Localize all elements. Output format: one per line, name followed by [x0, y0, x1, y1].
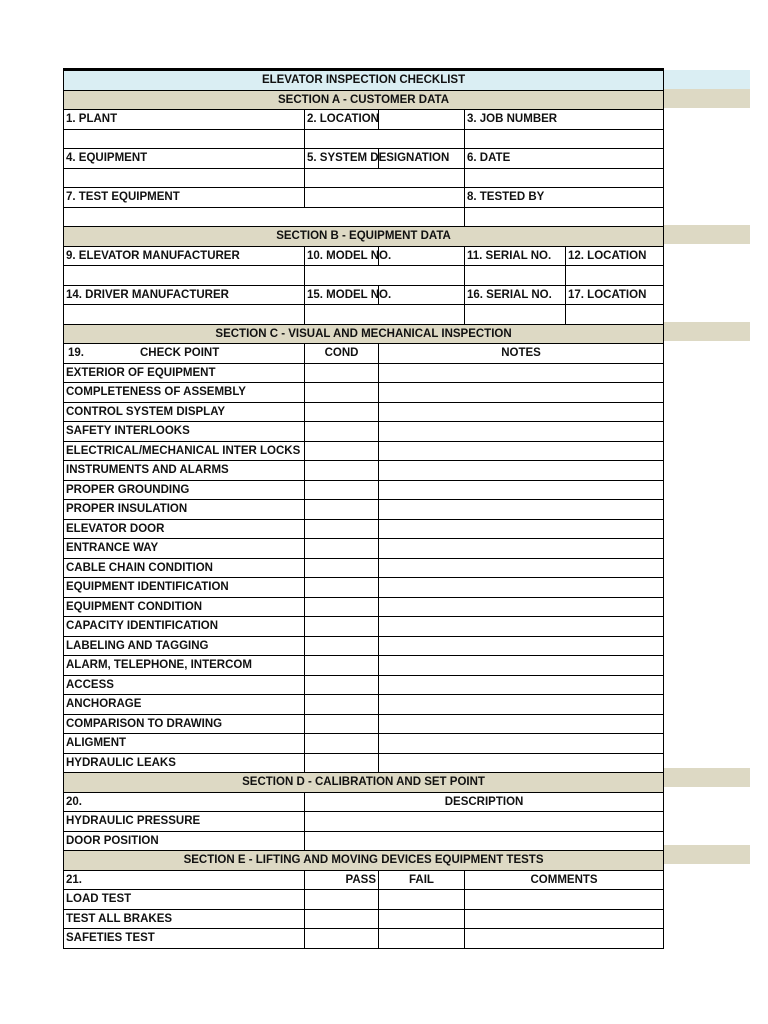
- check-point-label: HYDRAULIC LEAKS: [64, 753, 305, 773]
- pass-cell[interactable]: [305, 909, 379, 929]
- elevator-manufacturer-value[interactable]: [64, 266, 305, 286]
- date-value[interactable]: [465, 168, 664, 188]
- tested-by-label: 8. TESTED BY: [465, 188, 664, 208]
- section-c-items: [64, 363, 664, 773]
- system-designation-value-2[interactable]: [305, 168, 465, 188]
- title-band-extension: [663, 70, 750, 89]
- test-equipment-value-2[interactable]: [64, 207, 465, 227]
- equipment-value[interactable]: [64, 168, 305, 188]
- table-row: [64, 363, 664, 383]
- section-a-row-2: [64, 149, 664, 169]
- check-point-label: PROPER GROUNDING: [64, 480, 305, 500]
- notes-cell[interactable]: [379, 441, 664, 461]
- model-no-2-label: 15. MODEL NO.: [305, 285, 379, 305]
- check-point-label: CONTROL SYSTEM DISPLAY: [64, 402, 305, 422]
- serial-no-1-value[interactable]: [465, 266, 566, 286]
- table-row: [64, 909, 664, 929]
- table-row: [64, 636, 664, 656]
- comments-column-label: COMMENTS: [465, 870, 664, 890]
- notes-cell[interactable]: [379, 500, 664, 520]
- serial-no-2-value[interactable]: [465, 305, 566, 325]
- title-row: [64, 70, 664, 91]
- notes-cell[interactable]: [379, 422, 664, 442]
- notes-cell[interactable]: [379, 734, 664, 754]
- notes-cell[interactable]: [379, 675, 664, 695]
- section-e-num: 21.: [64, 870, 305, 890]
- model-no-2-value[interactable]: [379, 285, 465, 305]
- section-a-header: [64, 90, 664, 110]
- table-row: [64, 558, 664, 578]
- check-point-header: [64, 344, 305, 364]
- section-a-row-1: [64, 110, 664, 130]
- table-row: [64, 422, 664, 442]
- table-row: [64, 480, 664, 500]
- notes-cell[interactable]: [379, 714, 664, 734]
- test-label: LOAD TEST: [64, 890, 305, 910]
- notes-column-label: NOTES: [379, 344, 664, 364]
- table-row: [64, 675, 664, 695]
- cond-column-label: COND: [305, 344, 379, 364]
- job-number-label: 3. JOB NUMBER: [465, 110, 664, 130]
- fail-cell[interactable]: [379, 909, 465, 929]
- plant-value[interactable]: [64, 129, 305, 149]
- page-title: ELEVATOR INSPECTION CHECKLIST: [64, 70, 664, 91]
- section-b-row-1: [64, 246, 664, 266]
- test-equipment-label: 7. TEST EQUIPMENT: [64, 188, 305, 208]
- table-row: [64, 734, 664, 754]
- notes-cell[interactable]: [379, 363, 664, 383]
- pass-cell[interactable]: [305, 890, 379, 910]
- fail-cell[interactable]: [379, 929, 465, 949]
- section-d-items: [64, 812, 664, 851]
- pass-column-label: PASS: [305, 870, 379, 890]
- comments-cell[interactable]: [465, 890, 664, 910]
- check-point-column-label: CHECK POINT: [140, 347, 220, 360]
- location-1-value[interactable]: [566, 266, 664, 286]
- table-row: [64, 831, 664, 851]
- table-row: [64, 812, 664, 832]
- cond-cell[interactable]: [305, 734, 379, 754]
- pass-cell[interactable]: [305, 929, 379, 949]
- cond-cell[interactable]: [305, 578, 379, 598]
- section-c-column-header: [64, 344, 664, 364]
- section-e-column-header: [64, 870, 664, 890]
- section-d-header: [64, 773, 664, 793]
- table-row: [64, 617, 664, 637]
- cond-cell[interactable]: [305, 402, 379, 422]
- notes-cell[interactable]: [379, 383, 664, 403]
- check-point-label: ELEVATOR DOOR: [64, 519, 305, 539]
- notes-cell[interactable]: [379, 578, 664, 598]
- section-c-num: 19.: [68, 347, 84, 360]
- cond-cell[interactable]: [305, 656, 379, 676]
- section-c-heading: SECTION C - VISUAL AND MECHANICAL INSPECTION: [64, 324, 664, 344]
- section-b-header: [64, 227, 664, 247]
- calibration-label: HYDRAULIC PRESSURE: [64, 812, 305, 832]
- section-e-heading: SECTION E - LIFTING AND MOVING DEVICES EQUIPMENT TESTS: [64, 851, 664, 871]
- section-a-row-2-values: [64, 168, 664, 188]
- cond-cell[interactable]: [305, 383, 379, 403]
- fail-cell[interactable]: [379, 890, 465, 910]
- section-e-header: [64, 851, 664, 871]
- check-point-label: COMPLETENESS OF ASSEMBLY: [64, 383, 305, 403]
- model-no-1-value[interactable]: [379, 246, 465, 266]
- section-e-items: [64, 890, 664, 949]
- cond-cell[interactable]: [305, 597, 379, 617]
- cond-cell[interactable]: [305, 714, 379, 734]
- section-a-row-3-values: [64, 207, 664, 227]
- model-no-1-label: 10. MODEL NO.: [305, 246, 379, 266]
- table-row: [64, 753, 664, 773]
- driver-manufacturer-label: 14. DRIVER MANUFACTURER: [64, 285, 305, 305]
- cond-cell[interactable]: [305, 675, 379, 695]
- cond-cell[interactable]: [305, 539, 379, 559]
- cond-cell[interactable]: [305, 500, 379, 520]
- table-row: [64, 714, 664, 734]
- cond-cell[interactable]: [305, 636, 379, 656]
- section-b-row-1-values: [64, 266, 664, 286]
- section-b-row-2: [64, 285, 664, 305]
- cond-cell[interactable]: [305, 558, 379, 578]
- model-no-1-value-2[interactable]: [305, 266, 465, 286]
- location-2-label: 17. LOCATION: [566, 285, 664, 305]
- table-row: [64, 383, 664, 403]
- section-c-band-extension: [663, 322, 750, 341]
- check-point-label: COMPARISON TO DRAWING: [64, 714, 305, 734]
- checklist-table: [63, 68, 664, 949]
- inspection-checklist-sheet: [63, 68, 663, 949]
- table-row: [64, 500, 664, 520]
- date-label: 6. DATE: [465, 149, 664, 169]
- check-point-label: ALIGMENT: [64, 734, 305, 754]
- calibration-label: DOOR POSITION: [64, 831, 305, 851]
- check-point-label: PROPER INSULATION: [64, 500, 305, 520]
- check-point-label: SAFETY INTERLOOKS: [64, 422, 305, 442]
- check-point-label: ENTRANCE WAY: [64, 539, 305, 559]
- check-point-label: ALARM, TELEPHONE, INTERCOM: [64, 656, 305, 676]
- section-c-header: [64, 324, 664, 344]
- notes-cell[interactable]: [379, 636, 664, 656]
- table-row: [64, 539, 664, 559]
- check-point-label: CABLE CHAIN CONDITION: [64, 558, 305, 578]
- notes-cell[interactable]: [379, 461, 664, 481]
- notes-cell[interactable]: [379, 597, 664, 617]
- section-b-heading: SECTION B - EQUIPMENT DATA: [64, 227, 664, 247]
- cond-cell[interactable]: [305, 480, 379, 500]
- serial-no-2-label: 16. SERIAL NO.: [465, 285, 566, 305]
- section-b-row-2-values: [64, 305, 664, 325]
- table-row: [64, 441, 664, 461]
- model-no-2-value-2[interactable]: [305, 305, 465, 325]
- description-column-label: DESCRIPTION: [305, 792, 664, 812]
- test-equipment-value[interactable]: [305, 188, 465, 208]
- location-label: 2. LOCATION: [305, 110, 379, 130]
- notes-cell[interactable]: [379, 695, 664, 715]
- table-row: [64, 578, 664, 598]
- notes-cell[interactable]: [379, 656, 664, 676]
- notes-cell[interactable]: [379, 539, 664, 559]
- section-b-band-extension: [663, 225, 750, 244]
- check-point-label: LABELING AND TAGGING: [64, 636, 305, 656]
- cond-cell[interactable]: [305, 519, 379, 539]
- notes-cell[interactable]: [379, 617, 664, 637]
- check-point-label: EXTERIOR OF EQUIPMENT: [64, 363, 305, 383]
- section-a-band-extension: [663, 89, 750, 108]
- table-row: [64, 695, 664, 715]
- check-point-label: ELECTRICAL/MECHANICAL INTER LOCKS: [64, 441, 305, 461]
- comments-cell[interactable]: [465, 909, 664, 929]
- check-point-label: EQUIPMENT CONDITION: [64, 597, 305, 617]
- section-a-row-3: [64, 188, 664, 208]
- comments-cell[interactable]: [465, 929, 664, 949]
- description-cell[interactable]: [305, 831, 664, 851]
- serial-no-1-label: 11. SERIAL NO.: [465, 246, 566, 266]
- section-d-column-header: [64, 792, 664, 812]
- cond-cell[interactable]: [305, 461, 379, 481]
- notes-cell[interactable]: [379, 519, 664, 539]
- section-a-row-1-values: [64, 129, 664, 149]
- cond-cell[interactable]: [305, 617, 379, 637]
- tested-by-value[interactable]: [465, 207, 664, 227]
- check-point-label: EQUIPMENT IDENTIFICATION: [64, 578, 305, 598]
- equipment-label: 4. EQUIPMENT: [64, 149, 305, 169]
- location-value[interactable]: [379, 110, 465, 130]
- table-row: [64, 597, 664, 617]
- cond-cell[interactable]: [305, 422, 379, 442]
- job-number-value[interactable]: [465, 129, 664, 149]
- section-e-band-extension: [663, 845, 750, 864]
- check-point-label: ACCESS: [64, 675, 305, 695]
- plant-label: 1. PLANT: [64, 110, 305, 130]
- section-d-band-extension: [663, 768, 750, 787]
- system-designation-label: 5. SYSTEM DESIGNATION: [305, 149, 379, 169]
- cond-cell[interactable]: [305, 695, 379, 715]
- section-d-num: 20.: [64, 792, 305, 812]
- notes-cell[interactable]: [379, 480, 664, 500]
- table-row: [64, 519, 664, 539]
- fail-column-label: FAIL: [379, 870, 465, 890]
- cond-cell[interactable]: [305, 753, 379, 773]
- section-a-heading: SECTION A - CUSTOMER DATA: [64, 90, 664, 110]
- notes-cell[interactable]: [379, 753, 664, 773]
- cond-cell[interactable]: [305, 441, 379, 461]
- description-cell[interactable]: [305, 812, 664, 832]
- test-label: SAFETIES TEST: [64, 929, 305, 949]
- check-point-label: ANCHORAGE: [64, 695, 305, 715]
- location-value-2[interactable]: [305, 129, 465, 149]
- table-row: [64, 461, 664, 481]
- elevator-manufacturer-label: 9. ELEVATOR MANUFACTURER: [64, 246, 305, 266]
- notes-cell[interactable]: [379, 558, 664, 578]
- check-point-label: CAPACITY IDENTIFICATION: [64, 617, 305, 637]
- section-d-heading: SECTION D - CALIBRATION AND SET POINT: [64, 773, 664, 793]
- driver-manufacturer-value[interactable]: [64, 305, 305, 325]
- location-2-value[interactable]: [566, 305, 664, 325]
- table-row: [64, 656, 664, 676]
- test-label: TEST ALL BRAKES: [64, 909, 305, 929]
- table-row: [64, 929, 664, 949]
- notes-cell[interactable]: [379, 402, 664, 422]
- cond-cell[interactable]: [305, 363, 379, 383]
- location-1-label: 12. LOCATION: [566, 246, 664, 266]
- table-row: [64, 402, 664, 422]
- check-point-label: INSTRUMENTS AND ALARMS: [64, 461, 305, 481]
- table-row: [64, 890, 664, 910]
